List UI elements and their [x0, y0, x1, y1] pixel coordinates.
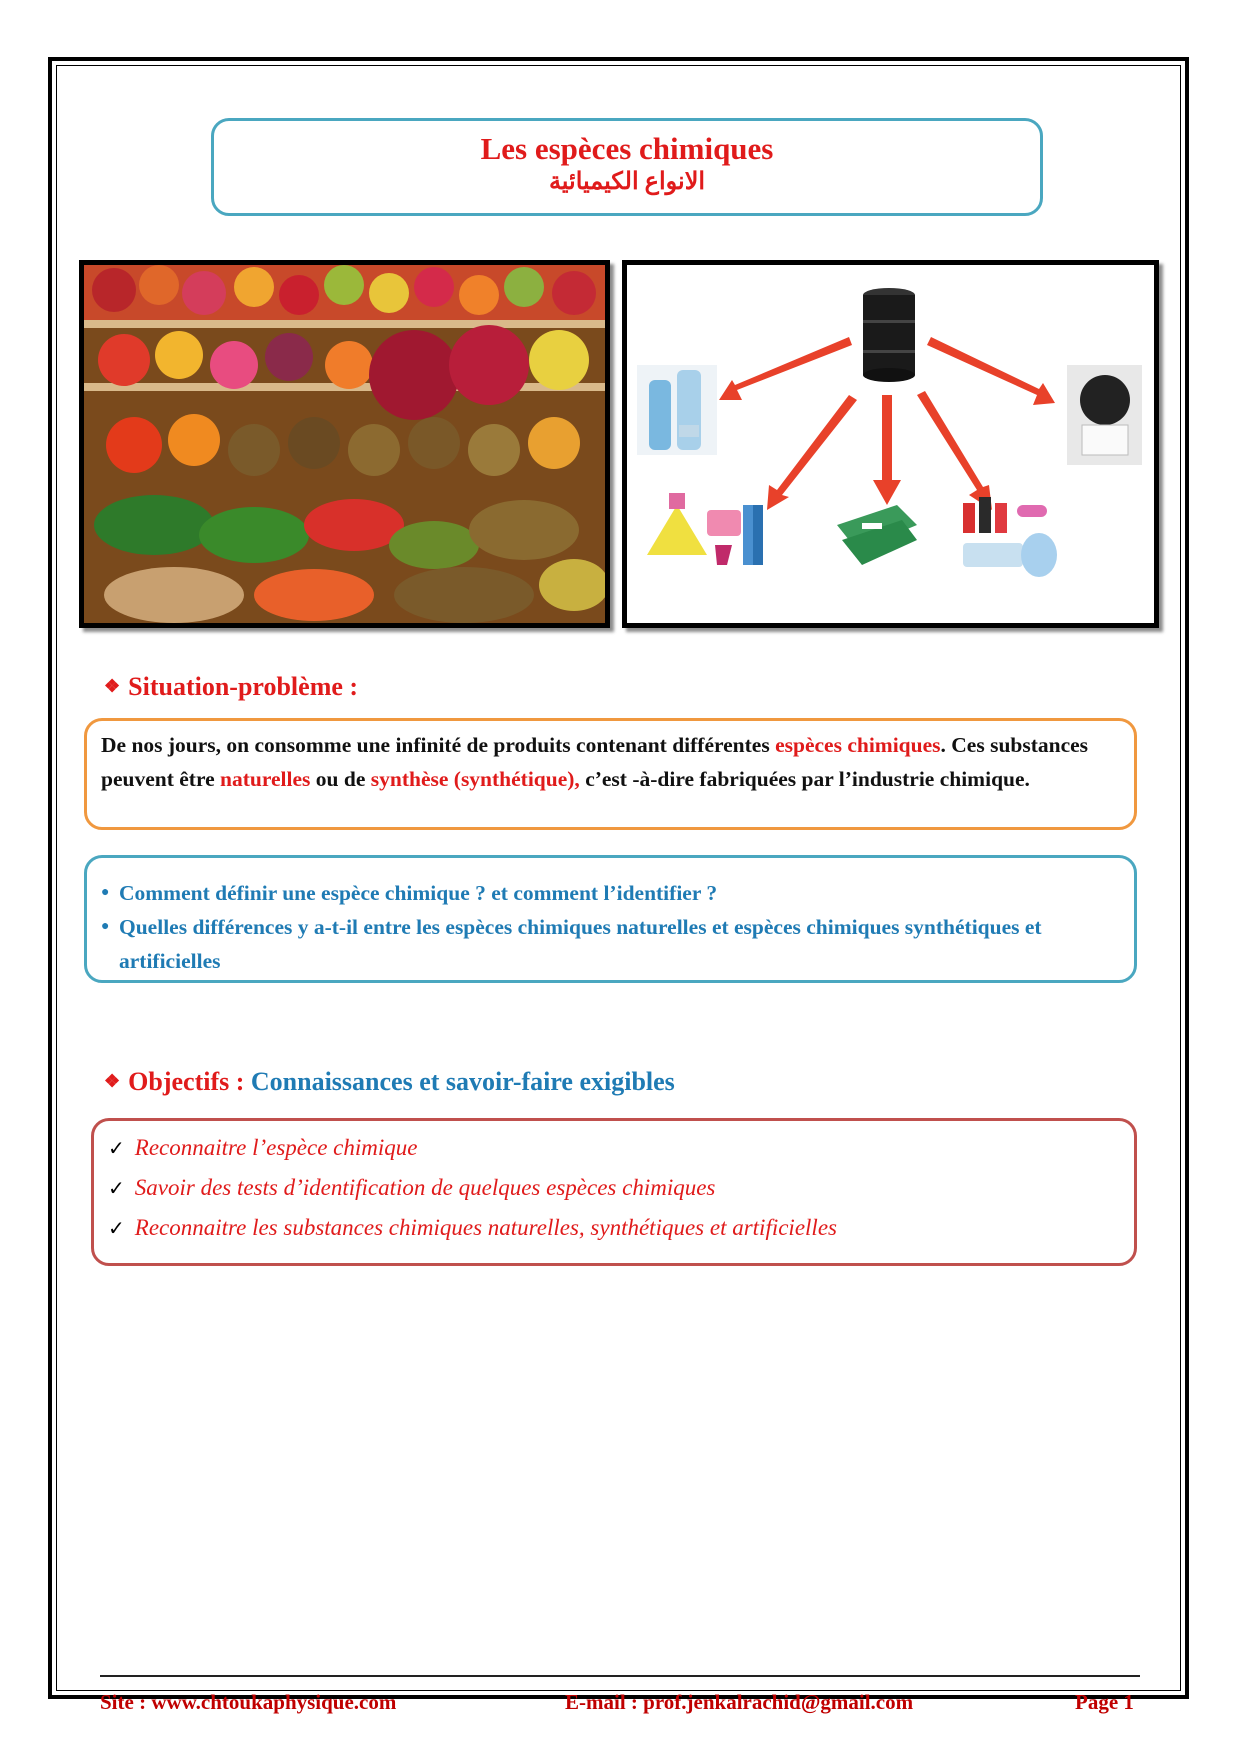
appliance-icon — [1067, 365, 1142, 465]
diamond-bullet-icon: ❖ — [104, 1071, 121, 1091]
footer-site: Site : www.chtoukaphysique.com — [100, 1690, 397, 1714]
bullet-icon: ● — [101, 885, 110, 900]
highlight-especes-chimiques: espèces chimiques — [775, 733, 941, 757]
check-icon: ✓ — [108, 1216, 125, 1240]
check-icon: ✓ — [108, 1136, 125, 1160]
situation-text-3: ou de — [310, 767, 371, 791]
produce-illustration — [84, 265, 605, 623]
oil-barrel-icon — [863, 288, 915, 382]
objectives-box — [91, 1118, 1137, 1266]
title-box — [211, 118, 1043, 216]
highlight-naturelles: naturelles — [220, 767, 311, 791]
question-item: ● Quelles différences y a-t-il entre les espèces chimiques naturelles et espèces chimiques synthétiques et artificielles — [101, 910, 1134, 978]
objective-item: ✓ Reconnaitre l’espèce chimique — [108, 1135, 418, 1160]
market-produce-photo — [79, 260, 610, 628]
question-item: ● Comment définir une espèce chimique ? et comment l’identifier ? — [101, 876, 1134, 910]
footer-email: E-mail : prof.jenkalrachid@gmail.com — [565, 1690, 914, 1714]
petroleum-illustration — [627, 265, 1154, 623]
situation-heading: ❖ Situation-problème : — [104, 672, 359, 701]
title-french: Les espèces chimiques — [480, 131, 774, 166]
situation-text-2: . Ces substances peuvent être — [101, 733, 1089, 791]
highlight-synthese: synthèse (synthétique), — [370, 767, 580, 791]
cosmetic-bottles-icon — [637, 365, 717, 455]
title-arabic: الانواع الكيميائية — [548, 169, 706, 195]
footer-divider — [100, 1675, 1140, 1677]
vegetable-cluster-bottom — [94, 414, 605, 623]
footer-page-number: Page 1 — [1075, 1690, 1134, 1714]
objective-item: ✓ Savoir des tests d’identification de quelques espèces chimiques — [108, 1175, 716, 1200]
petroleum-derivatives-diagram — [622, 260, 1159, 628]
questions-box — [84, 855, 1137, 983]
objective-item: ✓ Reconnaitre les substances chimiques naturelles, synthétiques et artificielles — [108, 1215, 837, 1240]
diamond-bullet-icon: ❖ — [104, 676, 121, 696]
objectives-heading: ❖ Objectifs : Connaissances et savoir-faire exigibles — [104, 1067, 675, 1096]
situation-text-1: De nos jours, on consomme une infinité de produits contenant différentes — [101, 733, 776, 757]
situation-text-4: c’est -à-dire fabriquées par l’industrie chimique. — [579, 767, 1030, 791]
situation-box — [84, 718, 1137, 830]
check-icon: ✓ — [108, 1176, 125, 1200]
bullet-icon: ● — [101, 919, 110, 934]
